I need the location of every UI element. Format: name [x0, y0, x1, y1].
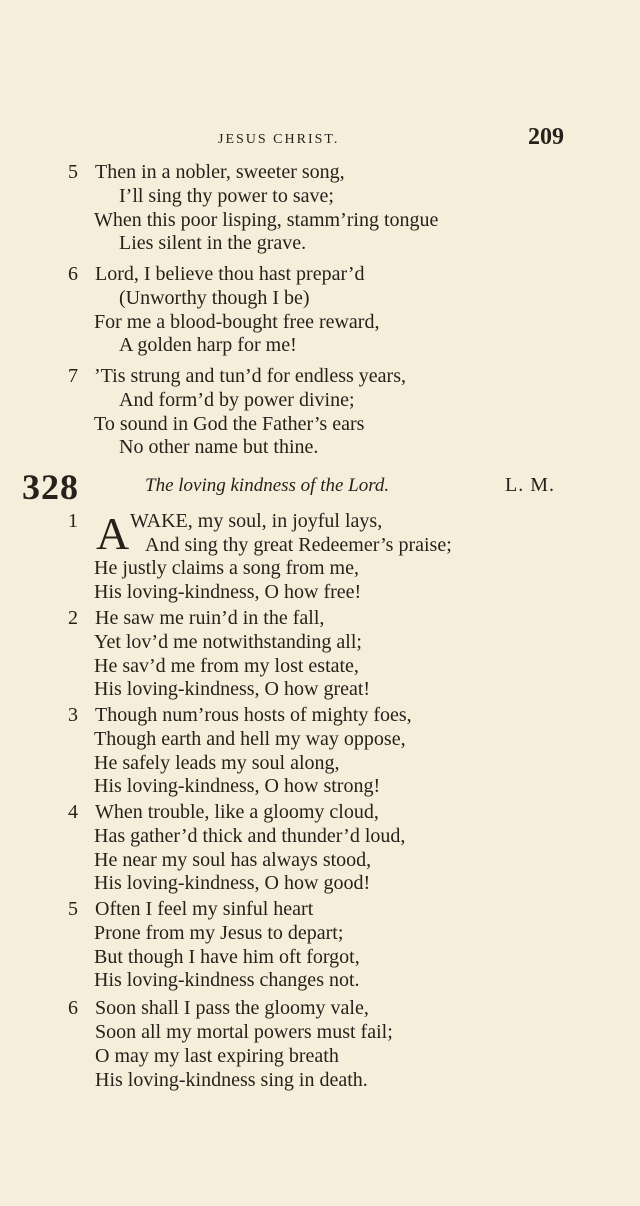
verse-line: O may my last expiring breath: [95, 1045, 339, 1067]
verse-line: Has gather’d thick and thunder’d loud,: [94, 825, 406, 847]
verse-line: And sing thy great Redeemer’s praise;: [145, 534, 452, 556]
verse-line: Often I feel my sinful heart: [95, 898, 314, 920]
stanza-number: 7: [68, 365, 78, 387]
verse-line: His loving-kindness, O how great!: [94, 678, 371, 700]
stanza-number: 5: [68, 161, 78, 183]
verse-line: Soon shall I pass the gloomy vale,: [95, 997, 369, 1019]
verse-line: WAKE, my soul, in joyful lays,: [130, 510, 383, 532]
running-head: [0, 124, 640, 150]
stanza-number: 5: [68, 898, 78, 920]
verse-line: When trouble, like a gloomy cloud,: [95, 801, 379, 823]
verse-line: Soon all my mortal powers must fail;: [95, 1021, 393, 1043]
verse-line: His loving-kindness, O how strong!: [94, 775, 381, 797]
verse-line: But though I have him oft forgot,: [94, 946, 360, 968]
stanza-number: 4: [68, 801, 78, 823]
verse-line: Lies silent in the grave.: [119, 232, 307, 254]
verse-line: For me a blood-bought free reward,: [94, 311, 380, 333]
hymn-title: The loving kindness of the Lord.: [145, 475, 390, 496]
verse-line: Yet lov’d me notwithstanding all;: [94, 631, 362, 653]
verse-line: He justly claims a song from me,: [94, 557, 359, 579]
verse-line: Lord, I believe thou hast prepar’d: [95, 263, 365, 285]
verse-line: His loving-kindness, O how free!: [94, 581, 362, 603]
stanza-number: 1: [68, 510, 78, 532]
verse-line: He sav’d me from my lost estate,: [94, 655, 359, 677]
verse-line: I’ll sing thy power to save;: [119, 185, 334, 207]
stanza-number: 6: [68, 997, 78, 1019]
stanza-number: 2: [68, 607, 78, 629]
running-title: JESUS CHRIST.: [218, 132, 340, 147]
verse-line: When this poor lisping, stamm’ring tongue: [94, 209, 439, 231]
verse-line: His loving-kindness sing in death.: [95, 1069, 368, 1091]
verse-line: He near my soul has always stood,: [94, 849, 372, 871]
page-number: 209: [528, 124, 564, 150]
hymn-number: 328: [22, 467, 79, 507]
verse-line: No other name but thine.: [119, 436, 319, 458]
verse-line: He safely leads my soul along,: [94, 752, 340, 774]
verse-line: And form’d by power divine;: [119, 389, 355, 411]
verse-line: His loving-kindness changes not.: [94, 969, 360, 991]
verse-line: ’Tis strung and tun’d for endless years,: [94, 365, 407, 387]
verse-line: To sound in God the Father’s ears: [94, 413, 365, 435]
verse-line: Though earth and hell my way oppose,: [94, 728, 406, 750]
verse-line: A golden harp for me!: [119, 334, 297, 356]
verse-line: Then in a nobler, sweeter song,: [95, 161, 345, 183]
hymn-meter: L. M.: [505, 474, 555, 496]
verse-line: He saw me ruin’d in the fall,: [95, 607, 325, 629]
verse-line: (Unworthy though I be): [119, 287, 310, 309]
stanza-number: 6: [68, 263, 78, 285]
stanza-number: 3: [68, 704, 78, 726]
verse-line: Prone from my Jesus to depart;: [94, 922, 344, 944]
hymn-header: [0, 466, 640, 506]
drop-cap: A: [96, 508, 130, 559]
verse-line: His loving-kindness, O how good!: [94, 872, 371, 894]
verse-line: Though num’rous hosts of mighty foes,: [95, 704, 412, 726]
